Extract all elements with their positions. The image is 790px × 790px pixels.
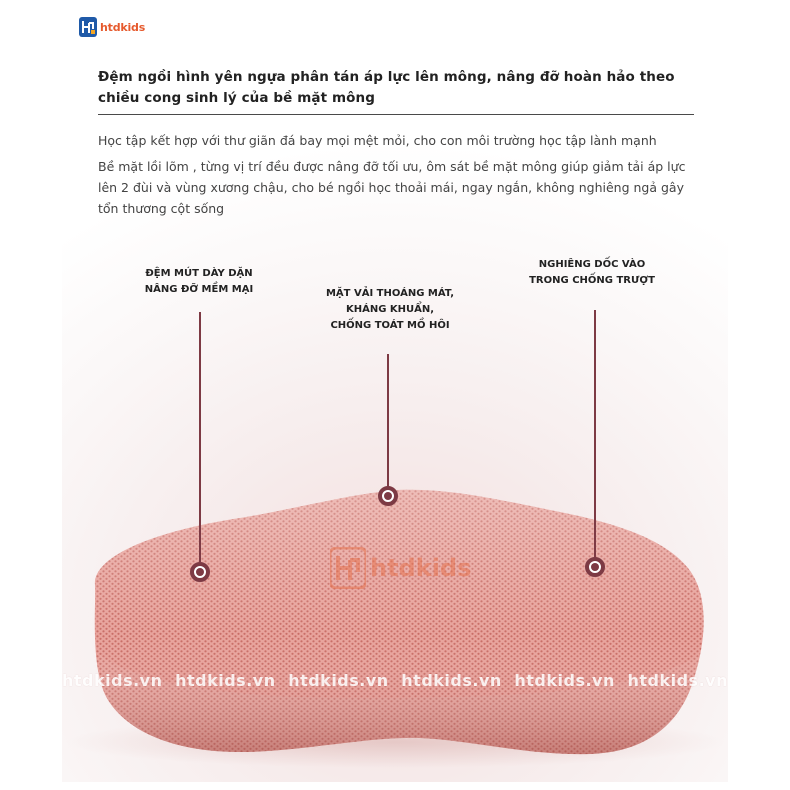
headline-divider: [98, 114, 694, 115]
brand-logo-icon: [79, 17, 97, 37]
callout-marker-center: [378, 486, 398, 506]
intro-text: Học tập kết hợp với thư giãn đá bay mọi mệt mỏi, cho con môi trường học tập lành mạnh: [98, 133, 657, 148]
callout-fabric-line2: KHÁNG KHUẨN,: [345, 304, 435, 315]
callout-slope-line1: NGHIÊNG DỐC VÀO: [538, 259, 646, 270]
watermark-repeat-item: htdkids.vn: [62, 671, 163, 690]
watermark-repeat-item: htdkids.vn: [514, 671, 615, 690]
brand-logo-text: htdkids: [100, 20, 146, 34]
callout-pointer-line-right: [594, 310, 596, 558]
callout-pointer-line-left: [199, 312, 201, 562]
frame-bottom: [0, 782, 790, 790]
watermark-logo-icon: [330, 547, 366, 589]
brand-logo: [79, 14, 155, 40]
frame-left: [0, 0, 62, 790]
center-watermark: [330, 543, 490, 593]
watermark-row: [62, 671, 728, 690]
callout-slope-line2: TRONG CHỐNG TRƯỢT: [529, 275, 655, 286]
description-text: Bề mặt lồi lõm , từng vị trí đều được nâng đỡ tối ưu, ôm sát bề mặt mông giúp giảm tải áp lực lên 2 đùi và vùng xương chậu, cho bé ngồi học thoải mái, ngay ngắn, không nghiêng ngả gây tổn thương cột sống: [98, 159, 686, 216]
callout-marker-left: [190, 562, 210, 582]
watermark-repeat-item: htdkids.vn: [288, 671, 389, 690]
callout-marker-right: [585, 557, 605, 577]
watermark-repeat-item: htdkids.vn: [401, 671, 502, 690]
callout-fabric-line3: CHỐNG TOÁT MỒ HÔI: [330, 320, 450, 331]
callout-foam-line1: ĐỆM MÚT DÀY DẶN: [145, 268, 253, 279]
frame-right: [728, 0, 790, 790]
callout-foam-padding: [140, 266, 258, 298]
callout-foam-line2: NÂNG ĐỠ MỀM MẠI: [144, 284, 254, 295]
callout-pointer-line-center: [387, 354, 389, 488]
callout-anti-slip-slope: [520, 257, 664, 289]
watermark-repeat-item: htdkids.vn: [627, 671, 728, 690]
watermark-text: htdkids: [370, 554, 472, 582]
callout-breathable-fabric: [320, 286, 460, 334]
watermark-repeat-item: htdkids.vn: [175, 671, 276, 690]
headline: Đệm ngồi hình yên ngựa phân tán áp lực lên mông, nâng đỡ hoàn hảo theo chiều cong sinh lý của bề mặt mông: [98, 69, 675, 106]
callout-fabric-line1: MẶT VẢI THOÁNG MÁT,: [325, 288, 454, 299]
